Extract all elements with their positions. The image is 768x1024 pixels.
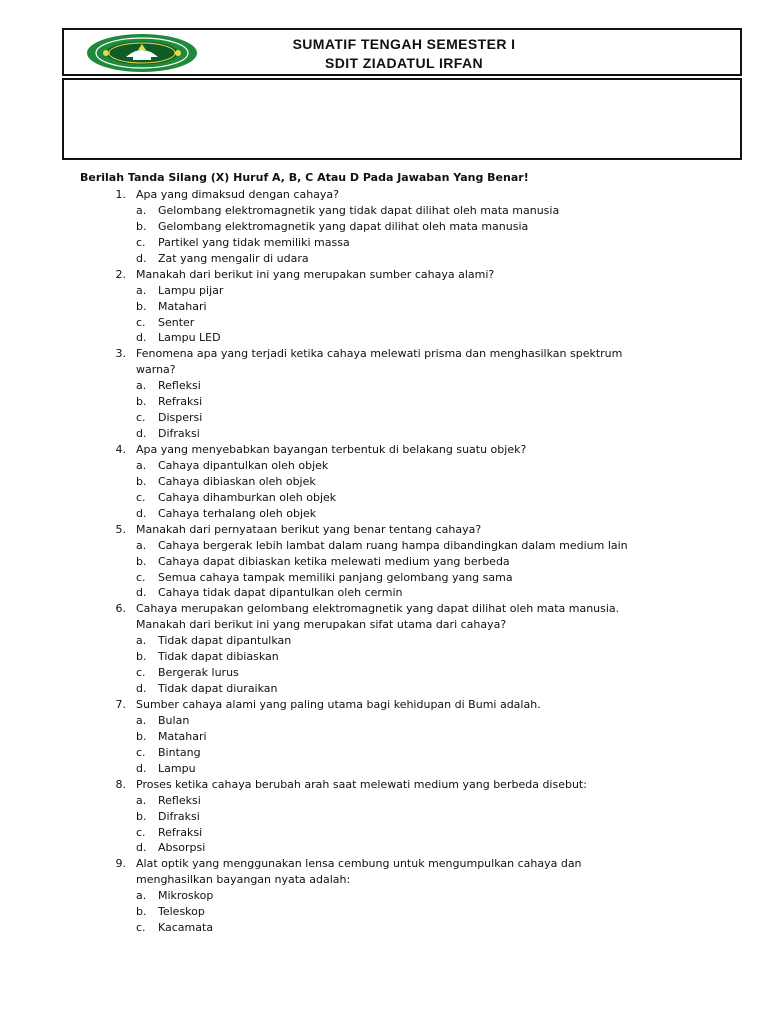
question-number: 5. [115, 522, 126, 536]
option-letter: d. [136, 506, 147, 520]
option-letter: c. [136, 235, 146, 249]
question-text: Manakah dari berikut ini yang merupakan sifat utama dari cahaya? [136, 618, 507, 632]
option-letter: c. [136, 921, 146, 935]
answer-option[interactable] [0, 888, 768, 904]
question-line [0, 697, 768, 713]
answer-option[interactable] [0, 570, 768, 586]
question-number: 1. [115, 188, 126, 201]
option-letter: a. [136, 538, 147, 552]
option-text: Bulan [158, 713, 190, 727]
question-text: Proses ketika cahaya berubah arah saat melewati medium yang berbeda disebut: [136, 777, 587, 791]
question-number: 8. [115, 777, 126, 791]
question-text: Manakah dari berikut ini yang merupakan sumber cahaya alami? [136, 267, 495, 281]
answer-option[interactable] [0, 203, 768, 219]
question-line [0, 267, 768, 283]
option-text: Gelombang elektromagnetik yang dapat dilihat oleh mata manusia [158, 219, 529, 233]
question-line [0, 522, 768, 538]
option-letter: b. [136, 650, 147, 664]
answer-option[interactable] [0, 378, 768, 394]
option-text: Tidak dapat dipantulkan [158, 634, 292, 648]
option-text: Tidak dapat dibiaskan [158, 650, 279, 664]
option-text: Cahaya terhalang oleh objek [158, 506, 317, 520]
option-letter: c. [136, 825, 146, 839]
option-text: Teleskop [158, 905, 205, 919]
option-letter: a. [136, 283, 147, 297]
question-text: Manakah dari pernyataan berikut yang benar tentang cahaya? [136, 522, 482, 536]
option-text: Refraksi [158, 395, 203, 409]
option-text: Kacamata [158, 921, 214, 935]
answer-option[interactable] [0, 410, 768, 426]
answer-option[interactable] [0, 681, 768, 697]
answer-option[interactable] [0, 474, 768, 490]
header-title-box [62, 28, 742, 76]
exam-title: SUMATIF TENGAH SEMESTER I [292, 36, 516, 52]
question-line [0, 777, 768, 793]
answer-option[interactable] [0, 251, 768, 267]
answer-option[interactable] [0, 283, 768, 299]
answer-option[interactable] [0, 920, 768, 936]
option-text: Senter [158, 315, 195, 329]
option-letter: a. [136, 713, 147, 727]
answer-option[interactable] [0, 330, 768, 346]
option-letter: b. [136, 219, 147, 233]
question-text: Apa yang menyebabkan bayangan terbentuk di belakang suatu objek? [136, 443, 527, 456]
answer-option[interactable] [0, 633, 768, 649]
option-text: Gelombang elektromagnetik yang tidak dapat dilihat oleh mata manusia [158, 203, 560, 217]
option-letter: d. [136, 761, 147, 775]
option-letter: c. [136, 745, 146, 759]
option-text: Partikel yang tidak memiliki massa [158, 235, 350, 249]
option-text: Cahaya tidak dapat dipantulkan oleh cermin [158, 586, 403, 600]
answer-option[interactable] [0, 809, 768, 825]
answer-option[interactable] [0, 713, 768, 729]
answer-option[interactable] [0, 840, 768, 856]
answer-option[interactable] [0, 299, 768, 315]
option-text: Dispersi [158, 411, 203, 425]
option-letter: b. [136, 474, 147, 488]
option-letter: a. [136, 793, 147, 807]
question-line [0, 362, 768, 378]
answer-option[interactable] [0, 761, 768, 777]
option-letter: d. [136, 427, 147, 441]
option-letter: b. [136, 905, 147, 919]
option-text: Difraksi [158, 809, 200, 823]
question-line [0, 346, 768, 362]
question-line [0, 187, 768, 203]
option-text: Bergerak lurus [158, 666, 239, 680]
option-text: Zat yang mengalir di udara [158, 251, 309, 265]
option-letter: c. [136, 411, 146, 425]
option-text: Lampu pijar [158, 283, 224, 297]
option-text: Cahaya dipantulkan oleh objek [158, 458, 329, 472]
answer-option[interactable] [0, 729, 768, 745]
answer-option[interactable] [0, 458, 768, 474]
instruction-text: Berilah Tanda Silang (X) Huruf A, B, C Atau D Pada Jawaban Yang Benar! [80, 171, 529, 184]
answer-option[interactable] [0, 394, 768, 410]
option-letter: b. [136, 299, 147, 313]
option-letter: b. [136, 554, 147, 568]
option-letter: d. [136, 586, 147, 600]
option-letter: b. [136, 395, 147, 409]
answer-option[interactable] [0, 904, 768, 920]
school-name: SDIT ZIADATUL IRFAN [325, 55, 483, 71]
answer-option[interactable] [0, 825, 768, 841]
question-number: 3. [115, 347, 126, 361]
question-list [0, 187, 768, 936]
answer-option[interactable] [0, 235, 768, 251]
option-letter: c. [136, 490, 146, 504]
question-number: 4. [115, 443, 126, 456]
answer-option[interactable] [0, 315, 768, 331]
question-number: 7. [115, 698, 126, 711]
question-text: Fenomena apa yang terjadi ketika cahaya melewati prisma dan menghasilkan spektrum [136, 347, 623, 361]
option-text: Matahari [158, 299, 207, 313]
answer-option[interactable] [0, 665, 768, 681]
option-text: Mikroskop [158, 889, 214, 903]
question-line [0, 617, 768, 633]
answer-option[interactable] [0, 649, 768, 665]
option-letter: d. [136, 841, 147, 855]
option-text: Absorpsi [158, 841, 206, 855]
answer-option[interactable] [0, 490, 768, 506]
question-line [0, 856, 768, 872]
option-letter: a. [136, 458, 147, 472]
option-letter: b. [136, 809, 147, 823]
question-text: Cahaya merupakan gelombang elektromagnetik yang dapat dilihat oleh mata manusia. [136, 602, 620, 616]
question-text: Apa yang dimaksud dengan cahaya? [136, 188, 339, 201]
question-text: Sumber cahaya alami yang paling utama bagi kehidupan di Bumi adalah. [136, 698, 541, 711]
option-text: Matahari [158, 729, 207, 743]
option-text: Refleksi [158, 379, 201, 393]
question-line [0, 872, 768, 888]
option-letter: d. [136, 682, 147, 696]
option-text: Bintang [158, 745, 201, 759]
question-text: menghasilkan bayangan nyata adalah: [136, 873, 351, 887]
option-letter: a. [136, 889, 147, 903]
answer-option[interactable] [0, 585, 768, 601]
student-info-box [62, 78, 742, 160]
option-text: Refleksi [158, 793, 201, 807]
option-text: Refraksi [158, 825, 203, 839]
option-text: Cahaya bergerak lebih lambat dalam ruang hampa dibandingkan dalam medium lain [158, 538, 628, 552]
question-line [0, 601, 768, 617]
option-letter: d. [136, 331, 147, 345]
option-letter: d. [136, 251, 147, 265]
option-letter: b. [136, 729, 147, 743]
answer-option[interactable] [0, 554, 768, 570]
answer-option[interactable] [0, 793, 768, 809]
option-text: Cahaya dihamburkan oleh objek [158, 490, 337, 504]
question-line [0, 442, 768, 458]
question-number: 9. [115, 857, 126, 871]
option-letter: a. [136, 634, 147, 648]
answer-option[interactable] [0, 219, 768, 235]
option-letter: a. [136, 203, 147, 217]
answer-option[interactable] [0, 745, 768, 761]
answer-option[interactable] [0, 426, 768, 442]
option-text: Cahaya dibiaskan oleh objek [158, 474, 316, 488]
option-text: Lampu [158, 761, 196, 775]
option-text: Difraksi [158, 427, 200, 441]
question-text: Alat optik yang menggunakan lensa cembung untuk mengumpulkan cahaya dan [136, 857, 582, 871]
option-letter: c. [136, 570, 146, 584]
question-number: 2. [115, 267, 126, 281]
option-text: Tidak dapat diuraikan [158, 682, 278, 696]
answer-option[interactable] [0, 506, 768, 522]
answer-option[interactable] [0, 538, 768, 554]
question-number: 6. [115, 602, 126, 616]
option-text: Semua cahaya tampak memiliki panjang gelombang yang sama [158, 570, 513, 584]
question-text: warna? [136, 363, 176, 377]
option-text: Cahaya dapat dibiaskan ketika melewati medium yang berbeda [158, 554, 510, 568]
option-letter: c. [136, 666, 146, 680]
option-letter: a. [136, 379, 147, 393]
option-letter: c. [136, 315, 146, 329]
option-text: Lampu LED [158, 331, 221, 345]
